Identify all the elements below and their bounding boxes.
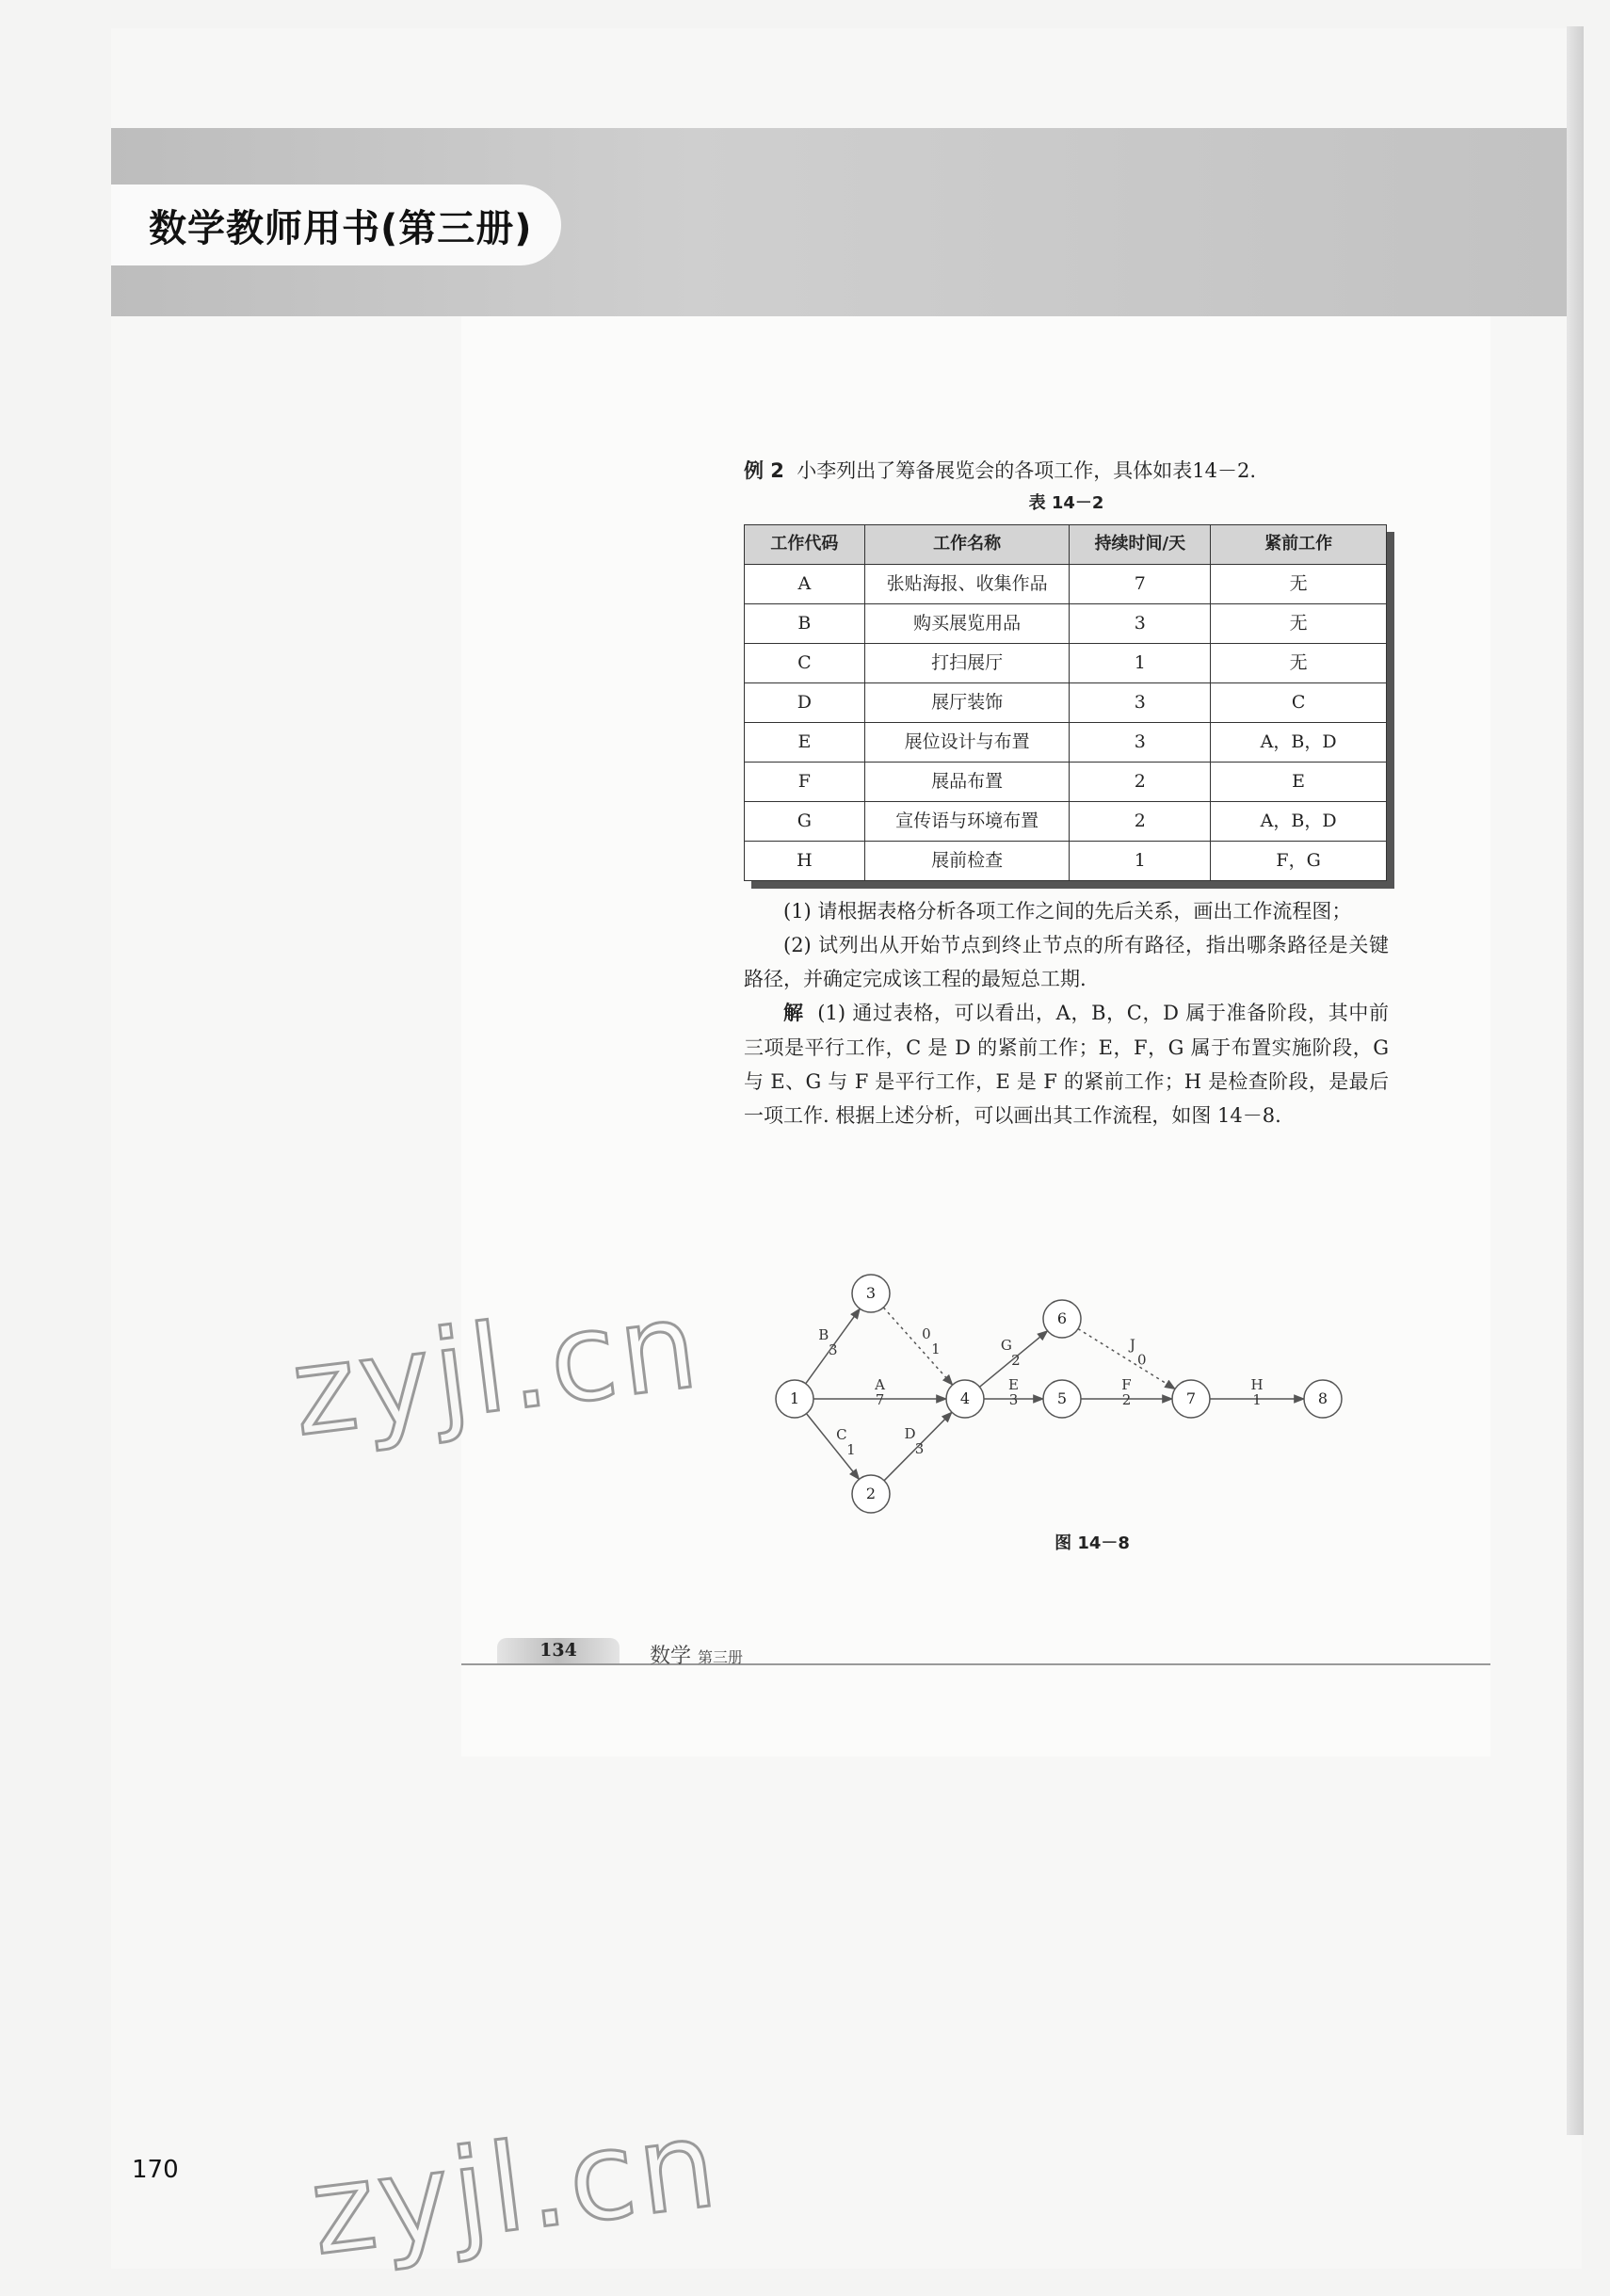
cell-duration: 3 [1070,723,1211,763]
table-row [745,802,1387,842]
cell-predecessor: 无 [1211,604,1387,644]
footer-volume: 第三册 [698,1648,744,1666]
cell-duration: 1 [1070,842,1211,881]
edge-3-4 [883,1308,952,1385]
watermark: zyjl.cn [303,2094,727,2283]
edge-task-label: C [836,1425,847,1443]
node-label: 8 [1317,1389,1328,1407]
solution-paragraph [744,996,1389,1132]
page-content [744,454,1389,1132]
cell-name: 展位设计与布置 [864,723,1070,763]
cell-code: A [745,565,865,604]
edge-duration-label: 3 [829,1341,838,1358]
cell-code: B [745,604,865,644]
edge-duration-label: 0 [1137,1351,1147,1369]
edge-duration-label: 2 [1121,1391,1132,1408]
header-predecessor: 紧前工作 [1211,525,1387,565]
edge-duration-label: 2 [1011,1352,1021,1370]
question-1: (1) 请根据表格分析各项工作之间的先后关系，画出工作流程图； [783,900,1352,923]
watermark: zyjl.cn [284,1275,708,1464]
edge-task-label: 0 [922,1325,931,1343]
question-2: (2) 试列出从开始节点到终止节点的所有路径，指出哪条路径是关键路径，并确定完成该工程的最短总工期. [744,934,1389,991]
cell-predecessor: 无 [1211,644,1387,683]
cell-duration: 3 [1070,604,1211,644]
solution-label: 解 [783,1002,804,1025]
table-wrapper [744,524,1387,881]
edge-task-label: F [1121,1376,1132,1393]
header-duration: 持续时间/天 [1070,525,1211,565]
table-caption: 表 14－2 [1028,493,1104,514]
table-row [745,604,1387,644]
node-label: 4 [959,1389,971,1407]
cell-name: 展品布置 [864,763,1070,802]
edge-duration-label: 3 [1008,1391,1019,1408]
table-row [745,565,1387,604]
cell-code: G [745,802,865,842]
cell-duration: 3 [1070,683,1211,723]
header-name: 工作名称 [864,525,1070,565]
node-label: 5 [1056,1389,1068,1407]
edge-task-label: H [1250,1376,1264,1393]
edge-task-label: E [1008,1376,1019,1393]
cell-code: E [745,723,865,763]
cell-predecessor: A，B，D [1211,723,1387,763]
cell-code: D [745,683,865,723]
cell-code: C [745,644,865,683]
edge-task-label: B [818,1325,829,1343]
footer-book-title [650,1640,743,1669]
cell-name: 购买展览用品 [864,604,1070,644]
cell-duration: 7 [1070,565,1211,604]
header-code: 工作代码 [745,525,865,565]
header-pill [111,185,561,265]
example-heading [744,454,1389,488]
table-row [745,683,1387,723]
cell-name: 展厅装饰 [864,683,1070,723]
cell-code: F [745,763,865,802]
page-number-tab: 134 [497,1638,620,1663]
cell-predecessor: C [1211,683,1387,723]
cell-name: 张贴海报、收集作品 [864,565,1070,604]
cell-code: H [745,842,865,881]
work-table [744,524,1387,881]
footer-book-name: 数学 [650,1645,692,1668]
table-row [745,723,1387,763]
table-row [745,842,1387,881]
footer-rule [461,1663,1490,1665]
edge-duration-label: 1 [931,1341,941,1358]
node-label: 2 [865,1485,877,1502]
page-edge-shadow [1567,26,1584,2135]
edge-duration-label: 1 [846,1440,856,1458]
table-row [745,644,1387,683]
edge-task-label: G [1000,1337,1012,1355]
table-header-row [745,525,1387,565]
edge-task-label: A [875,1376,885,1393]
solution-text: (1) 通过表格，可以看出，A，B，C，D 属于准备阶段，其中前三项是平行工作，C 是 D 的紧前工作；E，F，G 属于布置实施阶段，G 与 E、G 与 F 是平行工作，E 是 F 的紧前工作；H 是检查阶段，是最后一项工作. 根据上述分析，可以画出其工作流程，如图 14－8. [744,1002,1389,1127]
cell-duration: 1 [1070,644,1211,683]
edge-task-label: D [904,1425,916,1443]
cell-name: 宣传语与环境布置 [864,802,1070,842]
edge-duration-label: 1 [1252,1391,1262,1408]
cell-name: 打扫展厅 [864,644,1070,683]
cell-name: 展前检查 [864,842,1070,881]
cell-predecessor: 无 [1211,565,1387,604]
example-label: 例 2 [744,459,784,482]
cell-predecessor: A，B，D [1211,802,1387,842]
edge-task-label: J [1129,1336,1135,1354]
edge-duration-label: 3 [914,1440,925,1458]
node-label: 6 [1056,1309,1068,1327]
book-title: 数学教师用书(第三册) [149,206,533,250]
example-text: 小李列出了筹备展览会的各项工作，具体如表14－2. [797,459,1257,482]
cell-predecessor: E [1211,763,1387,802]
node-label: 7 [1185,1389,1197,1407]
node-label: 3 [865,1284,877,1302]
cell-predecessor: F，G [1211,842,1387,881]
network-diagram [763,1261,1375,1544]
outer-page-number: 170 [132,2156,179,2184]
figure-caption: 图 14－8 [1055,1533,1130,1553]
node-label: 1 [789,1389,800,1407]
edge-duration-label: 7 [875,1391,885,1408]
cell-duration: 2 [1070,763,1211,802]
table-row [745,763,1387,802]
cell-duration: 2 [1070,802,1211,842]
